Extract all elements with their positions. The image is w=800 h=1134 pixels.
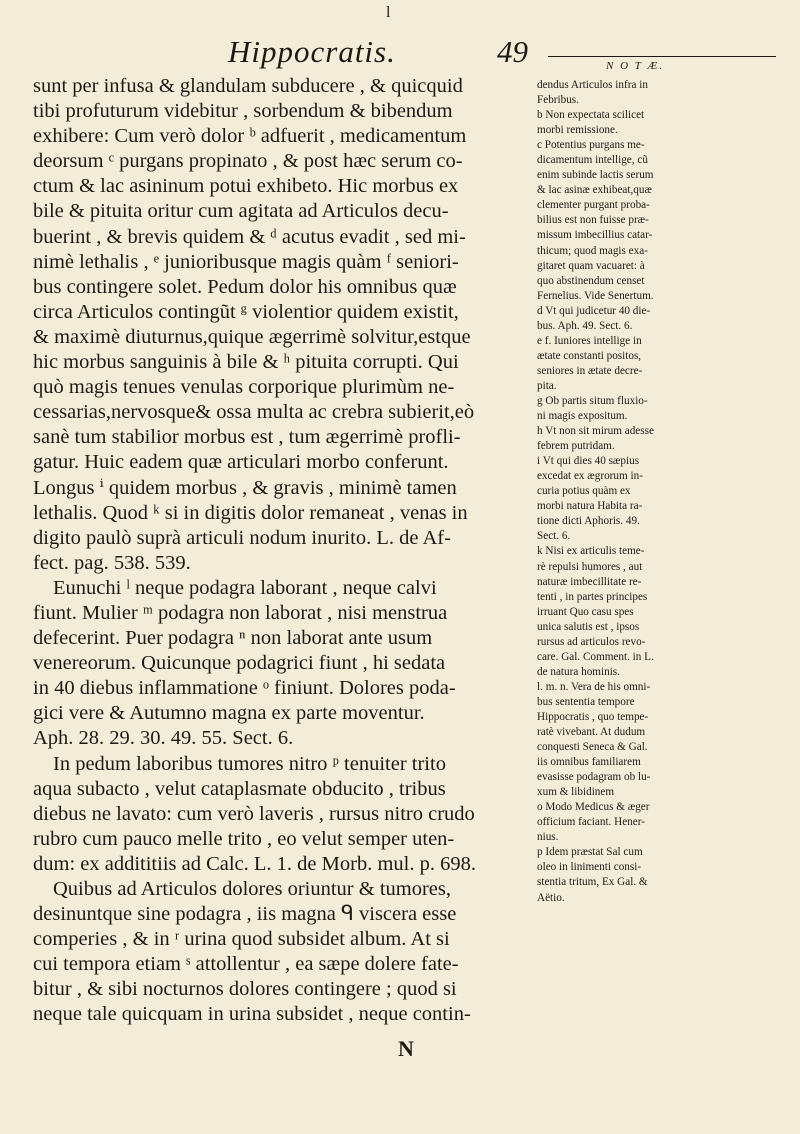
- note-line: evasisse podagram ob lu-: [537, 771, 651, 784]
- note-line: officium faciant. Hener-: [537, 816, 645, 829]
- note-line: rursus ad articulos revo-: [537, 635, 646, 648]
- main-text-line: rubro cum pauco melle trito , eo velut semper uten-: [33, 827, 455, 850]
- note-line: bus sententia tempore: [537, 695, 635, 708]
- main-text-line: digito paulò suprà articuli nodum inurito. L. de Af-: [33, 526, 451, 549]
- main-text-line: desinuntque sine podagra , iis magna ᑫ viscera esse: [33, 903, 457, 926]
- main-text-line: comperies , & in ʳ urina quod subsidet album. At si: [33, 928, 450, 951]
- note-line: bus. Aph. 49. Sect. 6.: [537, 319, 633, 332]
- note-line: Fernelius. Vide Senertum.: [537, 289, 654, 302]
- note-line: de natura hominis.: [537, 665, 620, 678]
- note-line: tione dicti Aphoris. 49.: [537, 515, 640, 528]
- main-text-line: diebus ne lavato: cum verò laveris , rursus nitro crudo: [33, 802, 475, 825]
- note-line: naturæ imbecillitate re-: [537, 575, 642, 588]
- note-line: ni magis expositum.: [537, 410, 628, 423]
- note-line: conquesti Seneca & Gal.: [537, 741, 648, 754]
- note-line: bilius est non fuisse præ-: [537, 214, 649, 227]
- main-text-line: tibi profuturum videbitur , sorbendum & bibendum: [33, 100, 453, 123]
- main-text-line: Longus ⁱ quidem morbus , & gravis , minimè tamen: [33, 476, 457, 499]
- main-text-line: quò magis tenues venulas corporique plurimùm ne-: [33, 376, 455, 399]
- main-text-line: Quibus ad Articulos dolores oriuntur & tumores,: [53, 878, 451, 900]
- note-line: g Ob partis situm fluxio-: [537, 394, 648, 407]
- note-line: rè repulsi humores , aut: [537, 560, 643, 573]
- note-line: l. m. n. Vera de his omni-: [537, 680, 651, 693]
- main-text-line: lethalis. Quod ᵏ si in digitis dolor remaneat , venas in: [33, 501, 468, 524]
- note-line: clementer purgant proba-: [537, 199, 650, 212]
- note-line: gitaret quam vacuaret: à: [537, 259, 645, 272]
- note-line: i Vt qui dies 40 sæpius: [537, 455, 640, 468]
- note-line: k Nisi ex articulis teme-: [537, 545, 645, 558]
- main-text-line: deorsum ᶜ purgans propinato , & post hæc serum co-: [33, 150, 463, 173]
- note-line: stentia tritum, Ex Gal. &: [537, 876, 648, 889]
- note-line: Hippocratis , quo tempe-: [537, 710, 649, 723]
- note-line: Sect. 6.: [537, 530, 571, 543]
- note-line: unica salutis est , ipsos: [537, 620, 640, 633]
- note-line: thicum; quod magis exa-: [537, 244, 648, 257]
- main-text-column: [33, 74, 533, 1028]
- note-line: excedat ex ægrorum in-: [537, 470, 643, 483]
- note-line: tenti , in partes principes: [537, 590, 648, 603]
- header-rule: [548, 56, 776, 57]
- note-line: e f. Iuniores intellige in: [537, 334, 642, 347]
- note-line: pita.: [537, 379, 557, 392]
- main-text-line: defecerint. Puer podagra ⁿ non laborat ante usum: [33, 627, 433, 650]
- note-line: d Vt qui judicetur 40 die-: [537, 304, 651, 317]
- main-text-line: gatur. Huic eadem quæ articulari morbo conferunt.: [33, 451, 449, 474]
- main-text-line: buerint , & brevis quidem & ᵈ acutus evadit , sed mi-: [33, 225, 466, 248]
- main-text-line: neque tale quicquam in urina subsidet , neque contin-: [33, 1003, 471, 1026]
- main-text-line: cui tempora etiam ˢ attollentur , ea sæpe dolere fate-: [33, 953, 459, 976]
- note-line: dendus Articulos infra in: [537, 79, 648, 91]
- main-text-line: bus contingere solet. Pedum dolor his omnibus quæ: [33, 275, 457, 298]
- note-line: dicamentum intellige, cũ: [537, 154, 648, 167]
- main-text-line: nimè lethalis , ᵉ junioribusque magis quàm ᶠ seniori-: [33, 250, 459, 273]
- note-line: morbi remissione.: [537, 124, 618, 137]
- main-text-line: hic morbus sanguinis à bile & ʰ pituita corrupti. Qui: [33, 351, 459, 374]
- note-line: iis omnibus familiarem: [537, 756, 641, 769]
- main-text-line: in 40 diebus inflammatione ᵒ finiunt. Dolores poda-: [33, 677, 456, 700]
- main-text-line: bitur , & sibi nocturnos dolores contingere ; quod si: [33, 978, 457, 1001]
- note-line: nius.: [537, 831, 559, 844]
- main-text-line: fect. pag. 538. 539.: [33, 551, 191, 574]
- note-line: o Modo Medicus & æger: [537, 801, 650, 814]
- running-title: Hippocratis.: [228, 34, 396, 69]
- main-text-line: & maximè diuturnus,quique ægerrimè solvitur,estque: [33, 325, 471, 348]
- note-line: ratè vivebant. At dudum: [537, 726, 646, 739]
- main-text-line: exhibere: Cum verò dolor ᵇ adfuerit , medicamentum: [33, 125, 467, 148]
- note-line: care. Gal. Comment. in L.: [537, 650, 654, 663]
- note-line: b Non expectata scilicet: [537, 109, 645, 122]
- note-line: p Idem præstat Sal cum: [537, 846, 643, 859]
- main-text-line: sanè tum stabilior morbus est , tum ægerrimè profli-: [33, 426, 461, 449]
- note-line: febrem putridam.: [537, 440, 615, 453]
- note-line: xum & libidinem: [537, 786, 615, 799]
- note-line: ætate constanti positos,: [537, 349, 642, 362]
- main-text-line: cessarias,nervosque& ossa multa ac crebra subierit,eò: [33, 401, 475, 424]
- note-line: enim subinde lactis serum: [537, 169, 654, 182]
- main-text-line: dum: ex addititiis ad Calc. L. 1. de Morb. mul. p. 698.: [33, 852, 476, 875]
- main-text-line: gici vere & Autumno magna ex parte moventur.: [33, 702, 425, 725]
- note-line: c Potentius purgans me-: [537, 139, 645, 152]
- note-line: & lac asinæ exhibeat,quæ: [537, 184, 652, 197]
- notes-column: [537, 78, 777, 906]
- main-text-line: aqua subacto , velut cataplasmate obducito , tribus: [33, 777, 446, 800]
- main-text-line: Aph. 28. 29. 30. 49. 55. Sect. 6.: [33, 727, 294, 750]
- note-line: Aëtio.: [537, 891, 565, 904]
- note-line: missum imbecillius catar-: [537, 229, 653, 242]
- page-number: 49: [497, 34, 528, 69]
- note-line: h Vt non sit mirum adesse: [537, 425, 654, 438]
- main-text-line: ctum & lac asininum potui exhibeto. Hic morbus ex: [33, 175, 459, 198]
- main-text-line: fiunt. Mulier ᵐ podagra non laborat , nisi menstrua: [33, 601, 448, 624]
- main-text-line: sunt per infusa & glandulam subducere , & quicquid: [33, 75, 463, 97]
- note-line: morbi natura Habita ra-: [537, 500, 643, 513]
- notes-heading: N O T Æ.: [606, 60, 664, 72]
- main-text-line: circa Articulos contingũt ᵍ violentior quidem existit,: [33, 300, 459, 323]
- page-mark: l: [386, 4, 391, 21]
- main-text-line: In pedum laboribus tumores nitro ᵖ tenuiter trito: [53, 752, 446, 775]
- note-line: curia potius quàm ex: [537, 485, 631, 498]
- main-text-line: bile & pituita oritur cum agitata ad Articulos decu-: [33, 200, 449, 223]
- signature-mark: N: [398, 1036, 414, 1061]
- note-line: oleo in linimenti consi-: [537, 861, 642, 874]
- main-text-line: venereorum. Quicunque podagrici fiunt , hi sedata: [33, 652, 446, 675]
- main-text-line: Eunuchi ˡ neque podagra laborant , neque calvi: [53, 576, 437, 599]
- note-line: quo abstinendum censet: [537, 274, 645, 287]
- note-line: Febribus.: [537, 94, 579, 107]
- note-line: irruant Quo casu spes: [537, 605, 634, 618]
- note-line: seniores in ætate decre-: [537, 364, 643, 377]
